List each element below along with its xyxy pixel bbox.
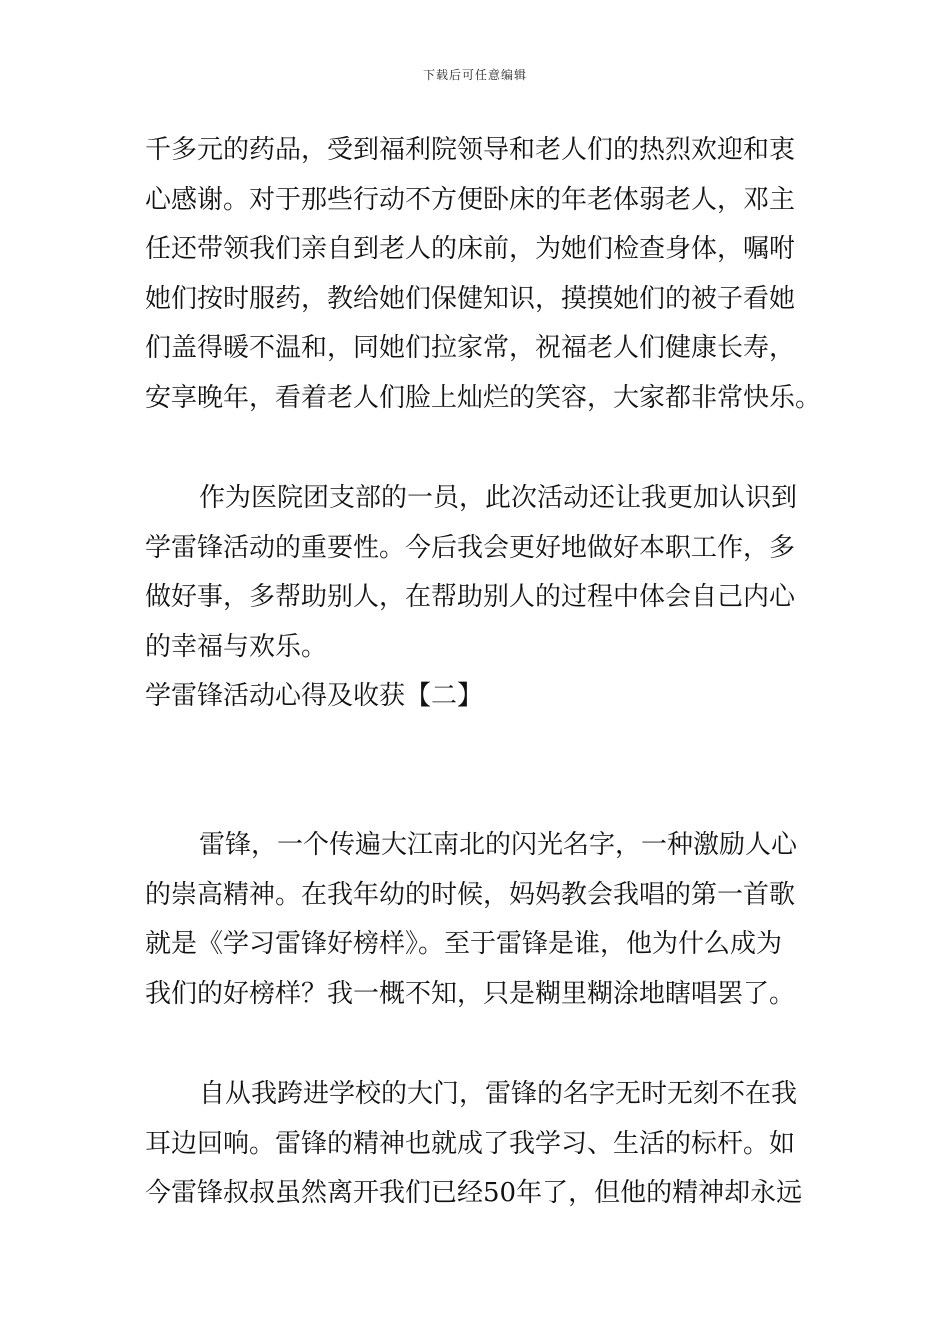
paragraph-lei-feng-name (145, 821, 810, 1019)
paragraph-team-member (145, 474, 810, 672)
text-line: 心感谢。对于那些行动不方便卧床的年老体弱老人，邓主 (145, 184, 796, 215)
paragraph-school-gate (145, 1070, 810, 1219)
heading-line: 学雷锋活动心得及收获【二】 (145, 681, 484, 711)
text-line: 的崇高精神。在我年幼的时候，妈妈教会我唱的第一首歌 (145, 879, 796, 910)
text-line: 千多元的药品，受到福利院领导和老人们的热烈欢迎和衷 (145, 135, 796, 165)
text-line: 做好事，多帮助别人，在帮助别人的过程中体会自己内心 (145, 582, 796, 612)
text-line: 就是《学习雷锋好榜样》。至于雷锋是谁，他为什么成为 (145, 929, 783, 959)
text-line: 们盖得暖不温和，同她们拉家常，祝福老人们健康长寿， (145, 333, 796, 363)
paragraph-continuation (145, 126, 822, 423)
text-line: 耳边回响。雷锋的精神也就成了我学习、生活的标杆。如 (145, 1128, 796, 1159)
text-line: 的幸福与欢乐。 (145, 631, 328, 662)
page-header: 下载后可任意编辑 (422, 68, 527, 82)
text-line: 作为医院团支部的一员，此次活动还让我更加认识到 (199, 483, 798, 513)
text-line: 学雷锋活动的重要性。今后我会更好地做好本职工作，多 (145, 532, 796, 563)
text-line: 今雷锋叔叔虽然离开我们已经50年了，但他的精神却永远 (145, 1178, 803, 1208)
text-line: 任还带领我们亲自到老人的床前，为她们检查身体，嘱咐 (145, 234, 796, 264)
text-line: 自从我跨进学校的大门，雷锋的名字无时无刻不在我 (199, 1079, 798, 1109)
text-line: 安享晚年，看着老人们脸上灿烂的笑容，大家都非常快乐。 (145, 382, 822, 413)
section-heading (145, 672, 810, 722)
text-line: 她们按时服药，教给她们保健知识，摸摸她们的被子看她 (145, 283, 796, 314)
text-line: 雷锋，一个传遍大江南北的闪光名字，一种激励人心 (199, 830, 798, 860)
text-line: 我们的好榜样？我一概不知，只是糊里糊涂地瞎唱罢了。 (145, 978, 796, 1009)
